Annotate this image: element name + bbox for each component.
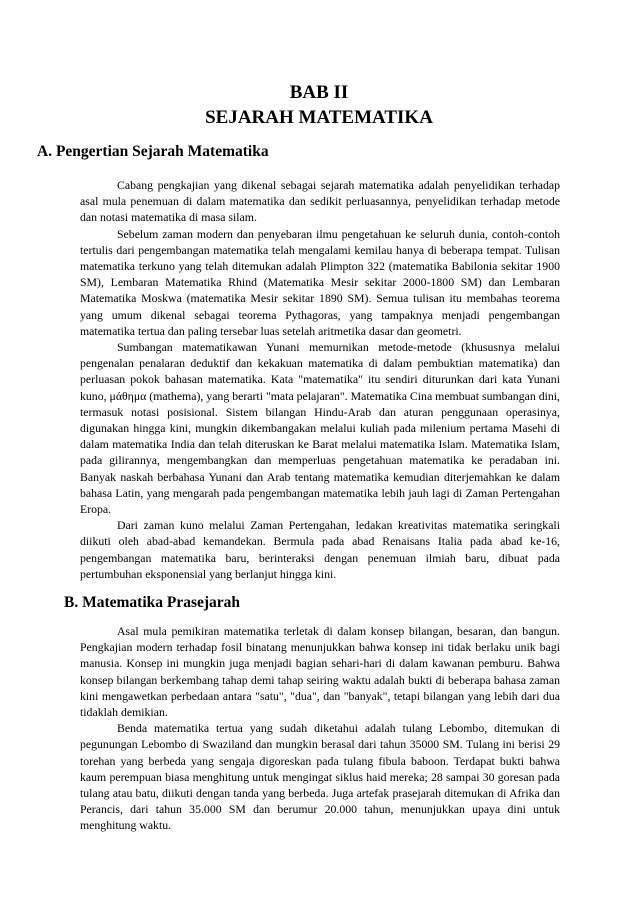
- paragraph: Benda matematika tertua yang sudah diketahui adalah tulang Lebombo, ditemukan di pegunungan Lebombo di Swaziland dan mungkin berasal dari tahun 35000 SM. Tulang ini berisi 29 torehan yang berbeda yang sengaja digoreskan pada tulang fibula baboon. Terdapat bukti bahwa kaum perempuan biasa menghitung untuk mengingat siklus haid mereka; 28 sampai 30 goresan pada tulang atau batu, diikuti dengan tanda yang berbeda. Juga artefak prasejarah ditemukan di Afrika dan Perancis, dari tahun 35.000 SM dan berumur 20.000 tahun, menunjukkan upaya dini untuk menghitung waktu.: [80, 721, 560, 833]
- paragraph: Sebelum zaman modern dan penyebaran ilmu pengetahuan ke seluruh dunia, contoh-contoh tertulis dari pengembangan matematika telah mengalami kemilau hanya di beberapa tempat. Tulisan matematika terkuno yang telah ditemukan adalah Plimpton 322 (matematika Babilonia sekitar 1900 SM), Lembaran Matematika Rhind (Matematika Mesir sekitar 2000-1800 SM) dan Lembaran Matematika Moskwa (matematika Mesir sekitar 1890 SM). Semua tulisan itu membahas teorema yang umum dikenal sebagai teorema Pythagoras, yang tampaknya menjadi pengembangan matematika tertua dan paling tersebar luas setelah aritmetika dasar dan geometri.: [80, 226, 560, 338]
- section-body-a: [80, 177, 560, 582]
- section-heading-a: A. Pengertian Sejarah Matematika: [37, 143, 269, 160]
- paragraph: Sumbangan matematikawan Yunani memurnikan metode-metode (khususnya melalui pengenalan penalaran deduktif dan kekakuan matematika di dalam pembuktian matematika) dan perluasan pokok bahasan matematika. Kata "matematika" itu sendiri diturunkan dari kata Yunani kuno, μάθημα (mathema), yang berarti "mata pelajaran". Matematika Cina membuat sumbangan dini, termasuk notasi posisional. Sistem bilangan Hindu-Arab dan aturan penggunaan operasinya, digunakan hingga kini, mungkin dikembangakan melalui kuliah pada milenium pertama Masehi di dalam matematika India dan telah diteruskan ke Barat melalui matematika Islam. Matematika Islam, pada gilirannya, mengembangkan dan memperluas pengetahuan matematika ke peradaban ini. Banyak naskah berbahasa Yunani dan Arab tentang matematika kemudian diterjemahkan ke dalam bahasa Latin, yang mengarah pada pengembangan matematika lebih jauh lagi di Zaman Pertengahan Eropa.: [80, 340, 560, 517]
- paragraph: Asal mula pemikiran matematika terletak di dalam konsep bilangan, besaran, dan bangun. Pengkajian modern terhadap fosil binatang menunjukkan bahwa konsep ini tidak berlaku unik bagi manusia. Konsep ini mungkin juga menjadi bagian sehari-hari di dalam kawanan pemburu. Bahwa konsep bilangan berkembang tahap demi tahap seiring waktu adalah bukti di beberapa bahasa zaman kini mengawetkan perbedaan antara "satu", "dua", dan "banyak", tetapi bilangan yang lebih dari dua tidaklah demikian.: [80, 624, 560, 720]
- chapter-title: SEJARAH MATEMATIKA: [205, 107, 433, 128]
- paragraph: Cabang pengkajian yang dikenal sebagai sejarah matematika adalah penyelidikan terhadap asal mula penemuan di dalam matematika dan sedikit perluasannya, penyelidikan terhadap metode dan notasi matematika di masa silam.: [80, 178, 560, 225]
- paragraph: Dari zaman kuno melalui Zaman Pertengahan, ledakan kreativitas matematika seringkali diikuti oleh abad-abad kemandekan. Bermula pada abad Renaisans Italia pada abad ke-16, pengembangan matematika baru, berinteraksi dengan penemuan ilmiah baru, dibuat pada pertumbuhan eksponensial yang berlanjut hingga kini.: [80, 518, 560, 581]
- section-heading-b: B. Matematika Prasejarah: [64, 594, 241, 611]
- chapter-number: BAB II: [289, 82, 349, 103]
- section-body-b: [80, 623, 560, 834]
